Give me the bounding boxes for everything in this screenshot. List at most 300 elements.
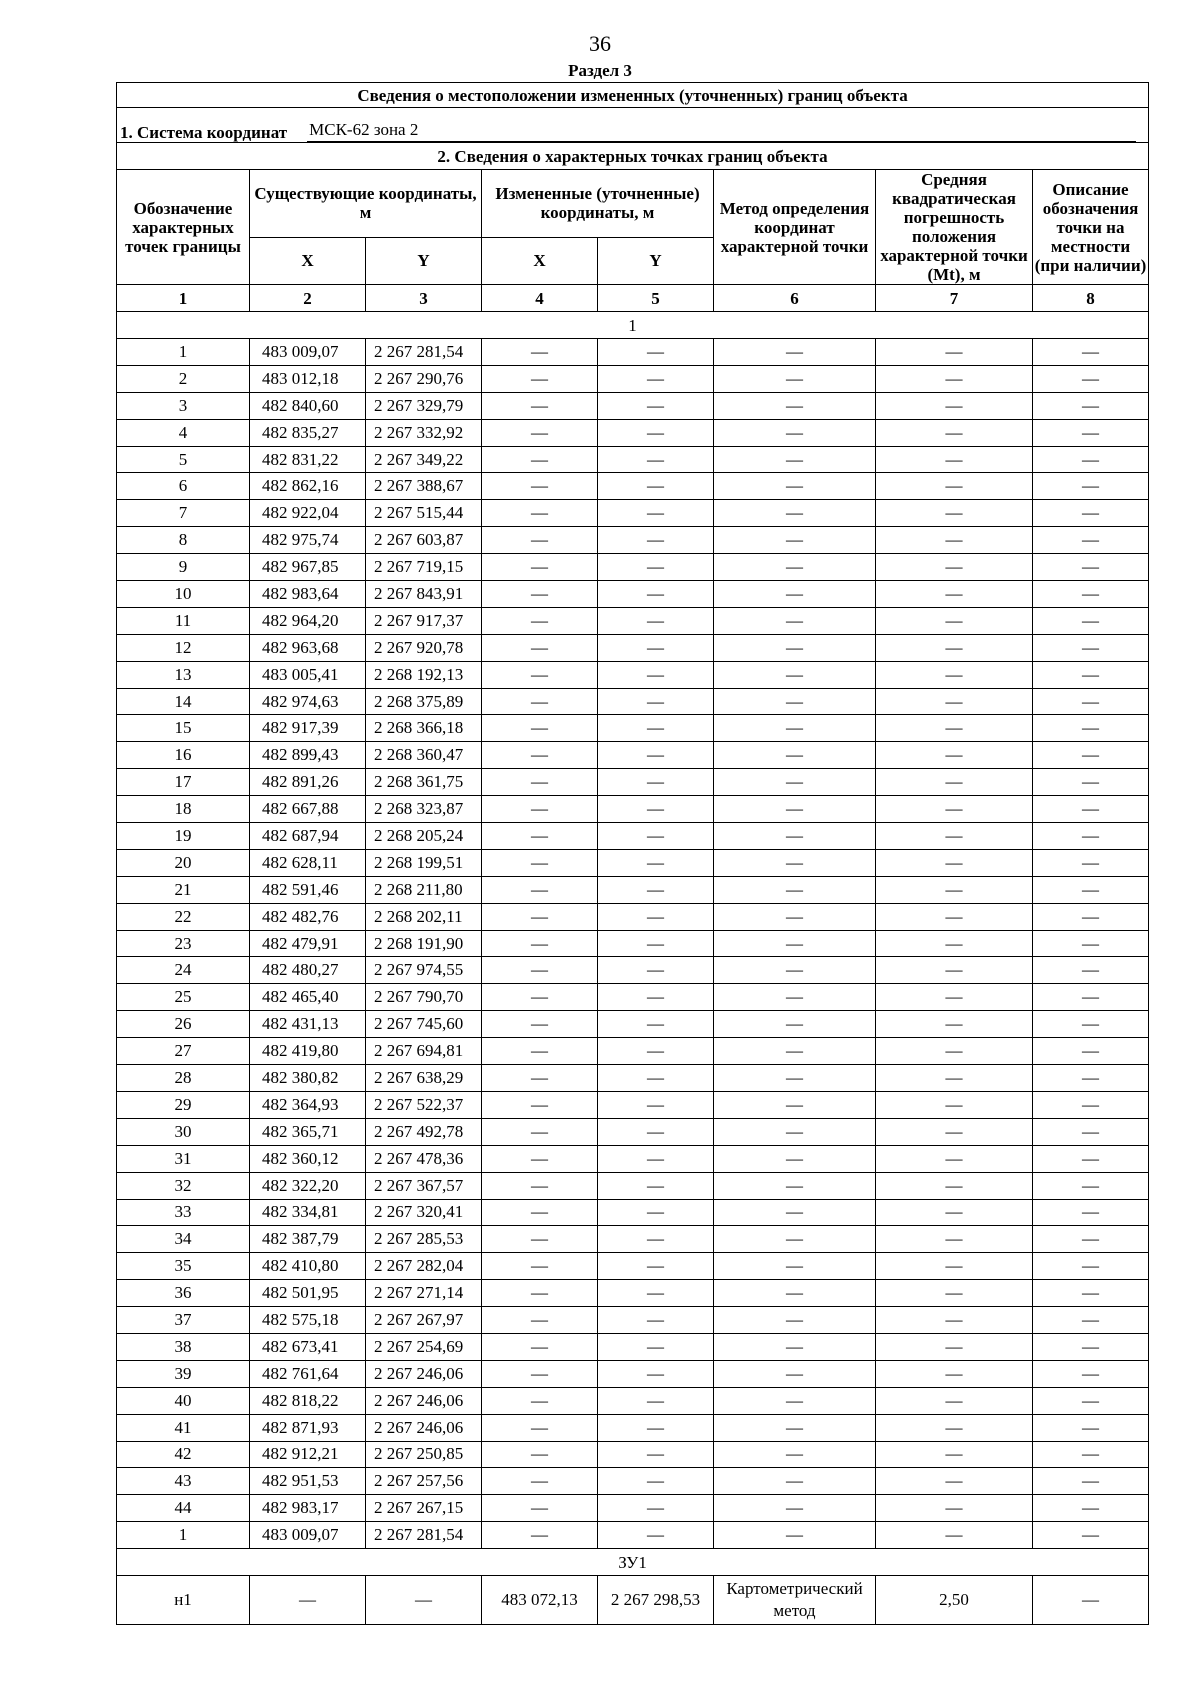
coordinate-system-row (117, 108, 1149, 143)
existing-y: 2 267 492,78 (366, 1118, 482, 1145)
changed-x: — (482, 473, 598, 500)
table-row (117, 634, 1149, 661)
existing-y: 2 268 366,18 (366, 715, 482, 742)
changed-x: — (482, 1011, 598, 1038)
existing-x: 483 012,18 (250, 365, 366, 392)
accuracy: — (876, 607, 1033, 634)
boundary-table (116, 82, 1149, 1625)
changed-y: — (598, 1333, 714, 1360)
table-row (117, 446, 1149, 473)
method: — (714, 1307, 876, 1334)
changed-x: — (482, 365, 598, 392)
accuracy: — (876, 1253, 1033, 1280)
point-number: 16 (117, 742, 250, 769)
existing-y: 2 267 285,53 (366, 1226, 482, 1253)
point-number: 44 (117, 1495, 250, 1522)
changed-y: — (598, 769, 714, 796)
method: — (714, 688, 876, 715)
table-row (117, 1522, 1149, 1549)
method: — (714, 527, 876, 554)
existing-y: 2 267 745,60 (366, 1011, 482, 1038)
point-number: 31 (117, 1145, 250, 1172)
description: — (1033, 554, 1149, 581)
changed-x: — (482, 1333, 598, 1360)
accuracy: — (876, 903, 1033, 930)
point-number: 6 (117, 473, 250, 500)
changed-y: — (598, 688, 714, 715)
point-number: 24 (117, 957, 250, 984)
changed-y: — (598, 1307, 714, 1334)
changed-y: — (598, 1495, 714, 1522)
accuracy: — (876, 661, 1033, 688)
coordinate-system-value: МСК-62 зона 2 (307, 119, 1136, 142)
column-number: 7 (876, 285, 1033, 312)
method: — (714, 1226, 876, 1253)
existing-y: 2 268 361,75 (366, 769, 482, 796)
description: — (1033, 688, 1149, 715)
existing-y: 2 267 638,29 (366, 1065, 482, 1092)
changed-x: — (482, 339, 598, 366)
point-number: 33 (117, 1199, 250, 1226)
method: — (714, 1172, 876, 1199)
point-number: 5 (117, 446, 250, 473)
existing-y: 2 267 290,76 (366, 365, 482, 392)
point-number: 19 (117, 823, 250, 850)
point-number: 4 (117, 419, 250, 446)
page-number: 36 (589, 31, 611, 56)
description: — (1033, 1441, 1149, 1468)
existing-y: 2 267 603,87 (366, 527, 482, 554)
point-number: 21 (117, 876, 250, 903)
table-row (117, 1118, 1149, 1145)
table-row (117, 796, 1149, 823)
changed-y: — (598, 1065, 714, 1092)
changed-x: — (482, 984, 598, 1011)
accuracy: — (876, 339, 1033, 366)
description: — (1033, 1576, 1149, 1625)
changed-x: — (482, 1495, 598, 1522)
description: — (1033, 1360, 1149, 1387)
changed-y: — (598, 1091, 714, 1118)
accuracy: — (876, 1522, 1033, 1549)
accuracy: — (876, 930, 1033, 957)
existing-y: 2 267 920,78 (366, 634, 482, 661)
changed-x: — (482, 634, 598, 661)
method: — (714, 634, 876, 661)
accuracy: — (876, 1333, 1033, 1360)
method: — (714, 392, 876, 419)
description: — (1033, 607, 1149, 634)
existing-x: 482 912,21 (250, 1441, 366, 1468)
existing-x: 482 761,64 (250, 1360, 366, 1387)
point-number: 40 (117, 1387, 250, 1414)
description: — (1033, 1468, 1149, 1495)
existing-x: 482 419,80 (250, 1038, 366, 1065)
existing-x: 482 922,04 (250, 500, 366, 527)
method: — (714, 661, 876, 688)
column-number: 3 (366, 285, 482, 312)
existing-x: 483 009,07 (250, 1522, 366, 1549)
table-row (117, 1576, 1149, 1625)
accuracy: — (876, 554, 1033, 581)
existing-x: 482 380,82 (250, 1065, 366, 1092)
point-number: 20 (117, 849, 250, 876)
changed-y: — (598, 1280, 714, 1307)
existing-x: 482 482,76 (250, 903, 366, 930)
existing-y: 2 267 254,69 (366, 1333, 482, 1360)
existing-x: 482 387,79 (250, 1226, 366, 1253)
existing-x: 482 410,80 (250, 1253, 366, 1280)
description: — (1033, 1118, 1149, 1145)
changed-y: — (598, 1253, 714, 1280)
group-label-1: 1 (117, 312, 1149, 339)
existing-x: 482 840,60 (250, 392, 366, 419)
accuracy: — (876, 715, 1033, 742)
description: — (1033, 446, 1149, 473)
method: — (714, 742, 876, 769)
accuracy: — (876, 1011, 1033, 1038)
changed-x: — (482, 661, 598, 688)
method: — (714, 1495, 876, 1522)
description: — (1033, 984, 1149, 1011)
changed-y: — (598, 607, 714, 634)
coordinate-system-label: 1. Система координат (120, 123, 288, 142)
point-number: 23 (117, 930, 250, 957)
existing-y: 2 268 192,13 (366, 661, 482, 688)
existing-x: 482 967,85 (250, 554, 366, 581)
point-number: 42 (117, 1441, 250, 1468)
existing-y: 2 267 917,37 (366, 607, 482, 634)
header-designation: Обозначение характерных точек границы (117, 170, 250, 285)
description: — (1033, 1414, 1149, 1441)
table-row (117, 581, 1149, 608)
description: — (1033, 1091, 1149, 1118)
point-number: 34 (117, 1226, 250, 1253)
accuracy: — (876, 1495, 1033, 1522)
existing-x: 482 975,74 (250, 527, 366, 554)
existing-y: 2 267 790,70 (366, 984, 482, 1011)
existing-y: 2 267 332,92 (366, 419, 482, 446)
existing-y: 2 267 246,06 (366, 1387, 482, 1414)
existing-x: 482 963,68 (250, 634, 366, 661)
header-accuracy: Средняя квадратическая погрешность положения характерной точки (Mt), м (876, 170, 1033, 285)
changed-x: — (482, 876, 598, 903)
changed-y: — (598, 392, 714, 419)
accuracy: — (876, 769, 1033, 796)
changed-x: — (482, 392, 598, 419)
changed-x: — (482, 823, 598, 850)
existing-y: 2 268 191,90 (366, 930, 482, 957)
table-row (117, 1011, 1149, 1038)
accuracy: — (876, 742, 1033, 769)
point-number: 1 (117, 339, 250, 366)
point-number: 13 (117, 661, 250, 688)
existing-x: 482 891,26 (250, 769, 366, 796)
changed-x: — (482, 1145, 598, 1172)
description: — (1033, 1280, 1149, 1307)
group-label-2: ЗУ1 (117, 1549, 1149, 1576)
changed-y: — (598, 419, 714, 446)
table-row (117, 527, 1149, 554)
existing-y: 2 267 257,56 (366, 1468, 482, 1495)
existing-x: 482 501,95 (250, 1280, 366, 1307)
existing-y: 2 267 246,06 (366, 1414, 482, 1441)
changed-y: — (598, 1414, 714, 1441)
header-changed-coordinates: Измененные (уточненные) координаты, м (482, 170, 714, 238)
header-description: Описание обозначения точки на местности (при наличии) (1033, 170, 1149, 285)
point-number: 12 (117, 634, 250, 661)
table-row (117, 688, 1149, 715)
changed-x: — (482, 1360, 598, 1387)
changed-y: — (598, 1172, 714, 1199)
method: — (714, 1360, 876, 1387)
accuracy: — (876, 392, 1033, 419)
accuracy: — (876, 1360, 1033, 1387)
accuracy: — (876, 1172, 1033, 1199)
changed-y: — (598, 1145, 714, 1172)
existing-y: 2 267 522,37 (366, 1091, 482, 1118)
method: — (714, 1011, 876, 1038)
changed-x: — (482, 903, 598, 930)
point-number: 36 (117, 1280, 250, 1307)
point-number: 39 (117, 1360, 250, 1387)
changed-x: — (482, 1172, 598, 1199)
changed-x: — (482, 742, 598, 769)
existing-y: 2 268 202,11 (366, 903, 482, 930)
existing-y: 2 267 267,15 (366, 1495, 482, 1522)
accuracy: — (876, 1038, 1033, 1065)
table-row (117, 1333, 1149, 1360)
accuracy: — (876, 1091, 1033, 1118)
column-number: 2 (250, 285, 366, 312)
accuracy: — (876, 473, 1033, 500)
changed-x: — (482, 446, 598, 473)
point-number: 1 (117, 1522, 250, 1549)
existing-y: 2 267 282,04 (366, 1253, 482, 1280)
table-row (117, 1199, 1149, 1226)
table-row (117, 473, 1149, 500)
column-number: 5 (598, 285, 714, 312)
changed-y: — (598, 742, 714, 769)
existing-x: 482 673,41 (250, 1333, 366, 1360)
changed-y: — (598, 1011, 714, 1038)
header-existing-coordinates: Существующие координаты, м (250, 170, 482, 238)
changed-y: — (598, 1441, 714, 1468)
description: — (1033, 1038, 1149, 1065)
description: — (1033, 1011, 1149, 1038)
changed-y: — (598, 823, 714, 850)
existing-x: 482 334,81 (250, 1199, 366, 1226)
changed-x: — (482, 500, 598, 527)
description: — (1033, 1145, 1149, 1172)
existing-x: 482 687,94 (250, 823, 366, 850)
accuracy: — (876, 1118, 1033, 1145)
point-number: 30 (117, 1118, 250, 1145)
table-row (117, 876, 1149, 903)
point-number: 18 (117, 796, 250, 823)
changed-y: — (598, 1199, 714, 1226)
description: — (1033, 1199, 1149, 1226)
changed-x: — (482, 957, 598, 984)
description: — (1033, 1065, 1149, 1092)
point-number: 41 (117, 1414, 250, 1441)
table-row (117, 365, 1149, 392)
table-row (117, 500, 1149, 527)
table-row (117, 1226, 1149, 1253)
existing-y: 2 267 843,91 (366, 581, 482, 608)
changed-y: 2 267 298,53 (598, 1576, 714, 1625)
changed-y: — (598, 365, 714, 392)
table-row (117, 392, 1149, 419)
accuracy: — (876, 1226, 1033, 1253)
changed-y: — (598, 1468, 714, 1495)
point-number: 2 (117, 365, 250, 392)
table-row (117, 339, 1149, 366)
changed-y: — (598, 715, 714, 742)
accuracy: — (876, 1199, 1033, 1226)
accuracy: — (876, 527, 1033, 554)
point-number: 38 (117, 1333, 250, 1360)
changed-x: — (482, 1253, 598, 1280)
changed-y: — (598, 581, 714, 608)
changed-y: — (598, 984, 714, 1011)
existing-x: 482 431,13 (250, 1011, 366, 1038)
table-row (117, 1307, 1149, 1334)
changed-x: — (482, 527, 598, 554)
description: — (1033, 392, 1149, 419)
changed-x: — (482, 1091, 598, 1118)
existing-y: 2 267 974,55 (366, 957, 482, 984)
method: — (714, 339, 876, 366)
description: — (1033, 365, 1149, 392)
existing-x: 482 831,22 (250, 446, 366, 473)
table-row (117, 1387, 1149, 1414)
table-row (117, 1038, 1149, 1065)
header-changed-y: Y (598, 237, 714, 284)
table-row (117, 1253, 1149, 1280)
changed-x: — (482, 849, 598, 876)
description: — (1033, 823, 1149, 850)
table-row (117, 1495, 1149, 1522)
method: — (714, 446, 876, 473)
table-row (117, 930, 1149, 957)
changed-x: — (482, 1441, 598, 1468)
description: — (1033, 1172, 1149, 1199)
existing-x: 482 862,16 (250, 473, 366, 500)
existing-x: 482 364,93 (250, 1091, 366, 1118)
accuracy: — (876, 365, 1033, 392)
point-number: 35 (117, 1253, 250, 1280)
existing-x: 482 628,11 (250, 849, 366, 876)
existing-y: 2 267 271,14 (366, 1280, 482, 1307)
description: — (1033, 581, 1149, 608)
method: — (714, 1038, 876, 1065)
changed-x: — (482, 1522, 598, 1549)
table-title: Сведения о местоположении измененных (уточненных) границ объекта (117, 83, 1149, 108)
accuracy: — (876, 876, 1033, 903)
changed-y: — (598, 876, 714, 903)
changed-y: — (598, 500, 714, 527)
method: — (714, 957, 876, 984)
accuracy: — (876, 823, 1033, 850)
existing-x: 482 964,20 (250, 607, 366, 634)
point-number: н1 (117, 1576, 250, 1625)
changed-y: — (598, 1360, 714, 1387)
changed-y: — (598, 1522, 714, 1549)
description: — (1033, 1333, 1149, 1360)
accuracy: — (876, 1065, 1033, 1092)
table-row (117, 1441, 1149, 1468)
description: — (1033, 634, 1149, 661)
changed-x: — (482, 1065, 598, 1092)
existing-x: 482 575,18 (250, 1307, 366, 1334)
existing-x: 482 983,17 (250, 1495, 366, 1522)
existing-y: 2 267 250,85 (366, 1441, 482, 1468)
changed-x: — (482, 1199, 598, 1226)
existing-y: 2 267 515,44 (366, 500, 482, 527)
changed-x: 483 072,13 (482, 1576, 598, 1625)
changed-x: — (482, 769, 598, 796)
method: — (714, 1065, 876, 1092)
point-number: 10 (117, 581, 250, 608)
existing-x: 482 917,39 (250, 715, 366, 742)
changed-y: — (598, 339, 714, 366)
existing-y: 2 267 388,67 (366, 473, 482, 500)
accuracy: — (876, 1307, 1033, 1334)
point-number: 25 (117, 984, 250, 1011)
accuracy: — (876, 1145, 1033, 1172)
table-row (117, 984, 1149, 1011)
method: — (714, 500, 876, 527)
existing-x: 482 322,20 (250, 1172, 366, 1199)
changed-y: — (598, 527, 714, 554)
method: — (714, 1118, 876, 1145)
point-number: 26 (117, 1011, 250, 1038)
point-number: 28 (117, 1065, 250, 1092)
method: — (714, 930, 876, 957)
existing-y: 2 267 478,36 (366, 1145, 482, 1172)
column-number: 4 (482, 285, 598, 312)
point-number: 43 (117, 1468, 250, 1495)
changed-y: — (598, 554, 714, 581)
table-row (117, 661, 1149, 688)
point-number: 15 (117, 715, 250, 742)
description: — (1033, 661, 1149, 688)
method: — (714, 1199, 876, 1226)
description: — (1033, 796, 1149, 823)
existing-x: 482 899,43 (250, 742, 366, 769)
accuracy: — (876, 1441, 1033, 1468)
table-row (117, 1065, 1149, 1092)
method: — (714, 1441, 876, 1468)
existing-y: 2 268 199,51 (366, 849, 482, 876)
accuracy: — (876, 1414, 1033, 1441)
changed-x: — (482, 1118, 598, 1145)
table-row (117, 1280, 1149, 1307)
existing-x: 482 951,53 (250, 1468, 366, 1495)
existing-x: 482 871,93 (250, 1414, 366, 1441)
method: — (714, 849, 876, 876)
changed-x: — (482, 419, 598, 446)
existing-y: 2 267 329,79 (366, 392, 482, 419)
table-row (117, 769, 1149, 796)
changed-x: — (482, 930, 598, 957)
method: — (714, 1414, 876, 1441)
accuracy: — (876, 581, 1033, 608)
existing-y: 2 268 360,47 (366, 742, 482, 769)
changed-y: — (598, 634, 714, 661)
existing-y: 2 267 320,41 (366, 1199, 482, 1226)
